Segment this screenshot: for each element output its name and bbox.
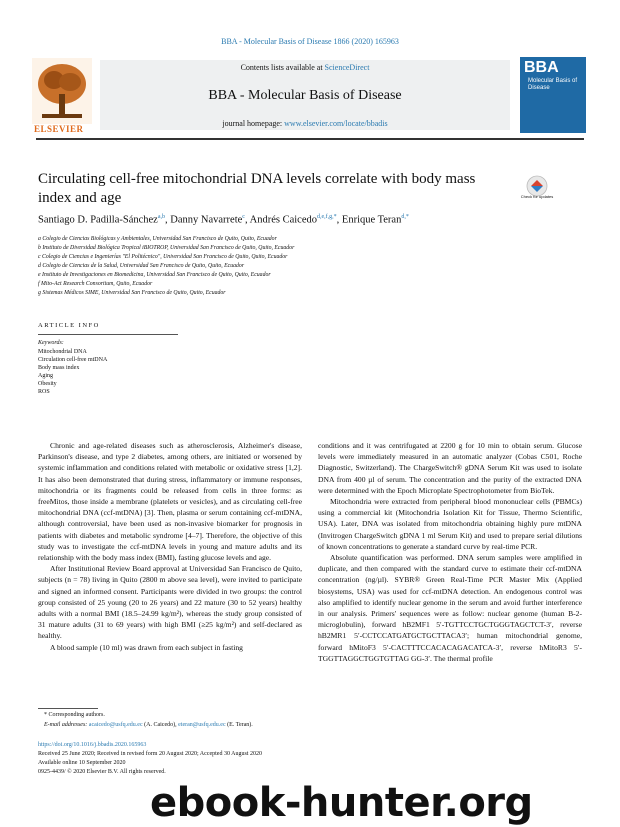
body-paragraph: Chronic and age-related diseases such as atherosclerosis, Alzheimer's disease, Parkinson's disease, and type 2 diabetes, among others, are initiated or worsened by systemic inflammation and conditions related with metabolic or oxidative stress [1,2]. It has also been demonstrated that during stress, inflammatory or immune responses, mitochondria or its fragments could be released from cells in three forms: as freeMitos, those inside a membrane (platelets or vesicles), and as circulating cell-free mitochondrial DNA (ccf-mtDNA) [3]. Then, plasma or serum containing ccf-mtDNA, although controversial, have been used as non-invasive biomarker for prognosis in patients with diabetes and metabolic syndrome [4–7]. Therefore, the objective of this study was to investigate the ccf-mtDNA levels in young and mature adults and its relationship with the body mass index (BMI), fasting glucose levels and age. <box>38 441 302 563</box>
keyword: ROS <box>38 389 50 395</box>
corresponding-note: * Corresponding authors. <box>44 712 105 718</box>
keywords-label: Keywords: <box>38 340 64 346</box>
body-paragraph: Absolute quantification was performed. DNA serum samples were amplified in duplicate, and then compared with the standard curve to estimate their ccf-mtDNA concentration (ng/µl). SYBR® Green Real-Time PCR Master Mix (Applied biosystems, USA) was used for ccf-mtDNA detection. An endogenous control was also amplified to identify nuclear genome in the serum and avoid further interference in our analysis. Primers' sequences were as follow: nuclear genome (human B-2-microglobulin), forward hB2MF1 5′-TGTTCCTGCTGGGTAGCTCT-3′, reverse hB2MR1 5′-CCTCCATGATGCTGCTTACA3′; human mitochondrial genome, forward hMitoF3 5′-CACTTTCCACACAGACATCA-3′, reverse hMitoR3 5′-TGGTTAGGCTGGTGTTAG GG-3′. The thermal profile <box>318 553 582 663</box>
affiliation: c Colegio de Ciencias e Ingenierías "El Politécnico", Universidad San Francisco de Quito, Quito, Ecuador <box>38 254 288 260</box>
contents-prefix: Contents lists available at <box>240 63 325 72</box>
email-label: E-mail addresses: <box>44 722 88 728</box>
online-date: Available online 10 September 2020 <box>38 760 126 766</box>
body-paragraph: After Institutional Review Board approval at Universidad San Francisco de Quito, subjects (n = 78) living in Quito (2800 m above sea level), were invited to participate and signed an informed consent. Participants were divided in two groups: the control group consisted of 25 young (20 to 26 years) and 22 mature (30 to 52 years) healthy adults with a normal BMI (18.5–24.99 kg/m²), whereas the study group consisted of 31 mature adults (31 to 69 years) with high BMI (≥25 kg/m²) and self-declared as healthy. <box>38 564 302 641</box>
publisher-name: ELSEVIER <box>34 124 84 134</box>
doi-link[interactable]: https://doi.org/10.1016/j.bbadis.2020.165963 <box>38 742 147 748</box>
keyword: Aging <box>38 373 53 379</box>
homepage-link[interactable]: www.elsevier.com/locate/bbadis <box>284 119 388 128</box>
author-list: Santiago D. Padilla-Sánchez$^{a,b}$, Danny Navarrete$^c$, Andrés Caicedo$^{d,e,f,g,*}$, Enrique Teran$^{d,*}$ <box>38 214 409 226</box>
elsevier-tree-logo <box>32 58 92 124</box>
crossmark-icon[interactable] <box>522 175 552 209</box>
crossmark-label: Check for updates <box>520 194 554 199</box>
email-owner: (A. Caicedo), <box>144 722 177 728</box>
homepage-prefix: journal homepage: <box>222 119 285 128</box>
email-owner: (E. Teran). <box>227 722 253 728</box>
body-column-left <box>38 440 302 653</box>
affiliation: b Instituto de Diversidad Biológica Tropical iBIOTROP, Universidad San Francisco de Quito, Quito, Ecuador <box>38 245 295 251</box>
keyword: Body mass index <box>38 365 80 371</box>
affiliation: a Colegio de Ciencias Biológicas y Ambientales, Universidad San Francisco de Quito, Quito, Ecuador <box>38 236 277 242</box>
cover-subtitle: Molecular Basis of Disease <box>528 78 578 91</box>
body-column-right <box>318 440 582 664</box>
copyright-notice: 0925-4439/ © 2020 Elsevier B.V. All rights reserved. <box>38 769 166 775</box>
received-dates: Received 25 June 2020; Received in revised form 20 August 2020; Accepted 30 August 2020 <box>38 751 262 757</box>
homepage-line <box>100 119 510 128</box>
watermark: ebook-hunter.org <box>150 780 533 826</box>
author-sup[interactable]: d,* <box>401 214 409 220</box>
article-info-heading: ARTICLE INFO <box>38 322 100 329</box>
contents-line <box>100 63 510 72</box>
affiliation: f Mito-Act Research Consortium, Quito, Ecuador <box>38 281 153 287</box>
affiliation: e Instituto de Investigaciones en Biomedicina, Universidad San Francisco de Quito, Quito, Ecuador <box>38 272 271 278</box>
author-name[interactable]: Santiago D. Padilla-Sánchez <box>38 214 158 226</box>
author-sup[interactable]: c <box>242 214 245 220</box>
author-name[interactable]: Andrés Caicedo <box>249 214 317 226</box>
affiliation: g Sistemas Médicos SIME, Universidad San Francisco de Quito, Quito, Ecuador <box>38 290 226 296</box>
body-paragraph: A blood sample (10 ml) was drawn from each subject in fasting <box>50 642 243 652</box>
body-paragraph: Mitochondria were extracted from peripheral blood mononuclear cells (PBMCs) using a commercial kit (Mitochondria Isolation Kit for Tissue, Thermo Scientific, USA). Later, DNA was isolated from mitochondria obtaining highly pure mtDNA (Invitrogen ChargeSwitch gDNA 1 ml Serum Kit) and used to prepare serial dilutions of known concentrations to generate a standard curve by real-time PCR. <box>318 497 582 551</box>
email-note <box>44 722 253 728</box>
author-sup[interactable]: a,b <box>157 214 166 220</box>
keyword: Obesity <box>38 381 57 387</box>
affiliation: d Colegio de Ciencias de la Salud, Universidad San Francisco de Quito, Quito, Ecuador <box>38 263 245 269</box>
author-name[interactable]: Enrique Teran <box>341 214 402 226</box>
keyword: Circulation cell-free mtDNA <box>38 357 108 363</box>
article-info-divider <box>38 334 178 335</box>
journal-reference[interactable]: BBA - Molecular Basis of Disease 1866 (2020) 165963 <box>221 37 399 46</box>
author-sup[interactable]: d,e,f,g,* <box>316 214 337 220</box>
email-link[interactable]: eteran@usfq.edu.ec <box>178 722 226 728</box>
cover-title: BBA <box>524 59 559 76</box>
keyword: Mitochondrial DNA <box>38 349 87 355</box>
sciencedirect-link[interactable]: ScienceDirect <box>324 63 370 72</box>
header-divider <box>36 138 584 140</box>
footnote-divider <box>38 708 98 709</box>
author-name[interactable]: Danny Navarrete <box>170 214 243 226</box>
article-title: Circulating cell-free mitochondrial DNA levels correlate with body mass index and age <box>38 171 476 206</box>
body-paragraph: conditions and it was centrifugated at 2200 g for 10 min to obtain serum. Glucose levels were immediately measured in an automatic analyzer (Cobas C501, Roche Diagnostic, Switzerland). The ChargeSwitch® gDNA Serum Kit was used to isolate DNA from 400 µl of serum. The concentration and the purity of the extracted DNA were determined with the Epoch Microplate Spectrophotometer from BioTek. <box>318 441 582 495</box>
journal-name: BBA - Molecular Basis of Disease <box>208 88 402 103</box>
email-link[interactable]: acaicedo@usfq.edu.ec <box>88 722 143 728</box>
